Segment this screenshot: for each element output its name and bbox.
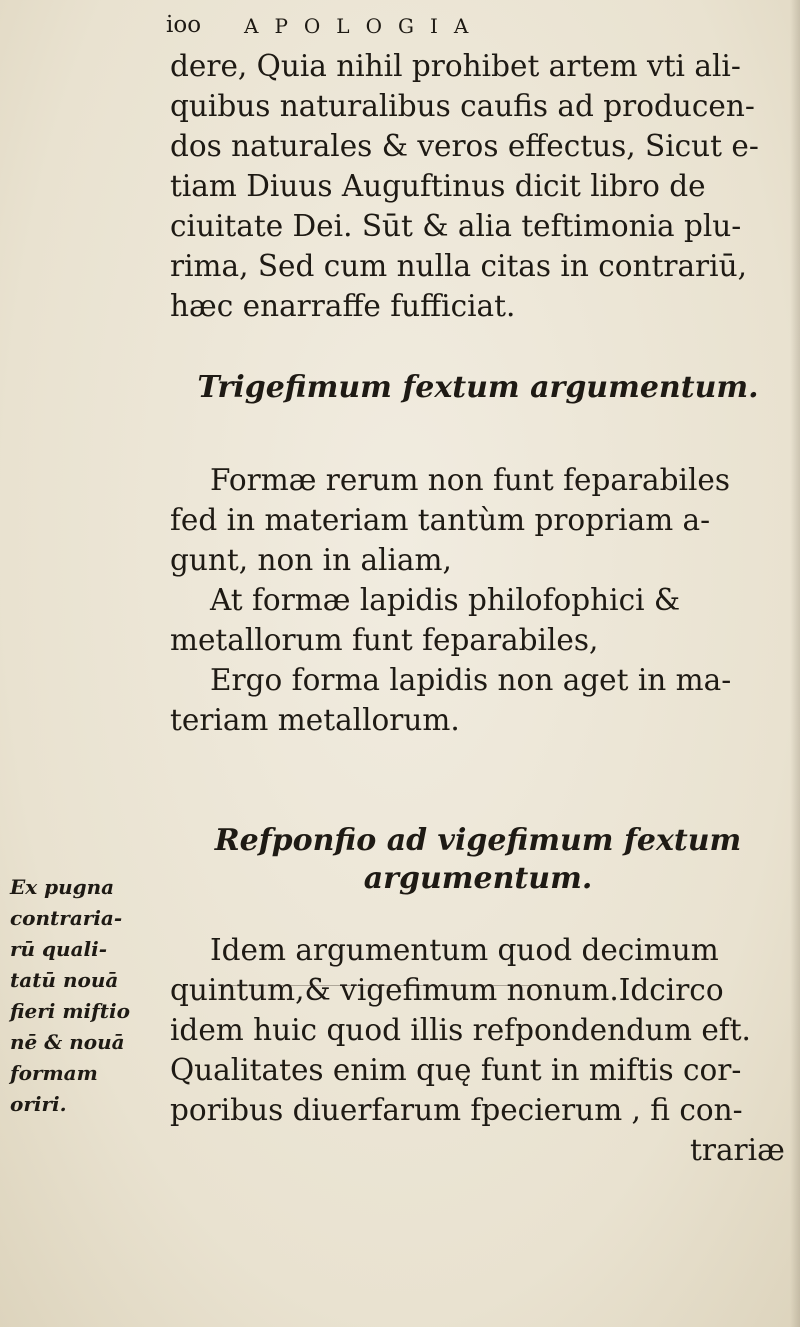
marginal-line: Ex pugna [10, 875, 115, 899]
marginal-line: tatū nouā [10, 968, 119, 992]
text-line: quintum,& vigefimum nonum.Idcirco [170, 973, 724, 1007]
section-heading-response [168, 822, 788, 898]
page-header [164, 6, 684, 40]
text-line: idem huic quod illis refpondendum eft. [170, 1013, 751, 1047]
response-paragraph [170, 930, 790, 1170]
marginal-line: nē & nouā [10, 1030, 125, 1054]
heading-line: Refponfio ad vigefimum fextum [214, 823, 742, 858]
text-line: dos naturales & veros effectus, Sicut e- [170, 129, 759, 163]
marginal-line: oriri. [10, 1092, 67, 1116]
text-line: poribus diuerfarum fpecierum , fi con- [170, 1093, 743, 1127]
text-line: tiam Diuus Auguftinus dicit libro de [170, 169, 706, 203]
marginal-line: fieri miftio [10, 999, 130, 1023]
text-line: ciuitate Dei. Sūt & alia teftimonia plu- [170, 209, 742, 243]
underline-rule [218, 985, 558, 986]
text-line: Formæ rerum non funt feparabiles [210, 463, 730, 497]
paragraph-continuation [170, 46, 790, 326]
text-line: Idem argumentum quod decimum [210, 933, 719, 967]
argument-syllogism [170, 460, 790, 740]
text-line: At formæ lapidis philofophici & [210, 583, 681, 617]
text-line: dere, Quia nihil prohibet artem vti ali- [170, 49, 741, 83]
marginal-line: formam [10, 1061, 98, 1085]
text-line: rima, Sed cum nulla citas in contrariū, [170, 249, 747, 283]
marginal-note [10, 872, 165, 1120]
text-line: fed in materiam tantùm propriam a- [170, 503, 711, 537]
heading-line: argumentum. [363, 861, 593, 896]
text-line: Ergo forma lapidis non aget in ma- [210, 663, 732, 697]
text-line: Qualitates enim quę funt in miftis cor- [170, 1053, 742, 1087]
marginal-line: contraria- [10, 906, 123, 930]
text-line: gunt, non in aliam, [170, 543, 452, 577]
text-line: hæc enarraffe fufficiat. [170, 289, 516, 323]
page-number: ioo [166, 12, 202, 38]
page-edge-shadow [790, 0, 800, 1327]
section-heading-argument: Trigefimum fextum argumentum. [197, 370, 759, 405]
marginal-line: rū quali- [10, 937, 108, 961]
text-line: metallorum funt feparabiles, [170, 623, 599, 657]
text-line: quibus naturalibus caufis ad producen- [170, 89, 755, 123]
running-head: APOLOGIA [244, 14, 485, 38]
catchword: trariæ [690, 1133, 785, 1167]
text-line: teriam metallorum. [170, 703, 460, 737]
